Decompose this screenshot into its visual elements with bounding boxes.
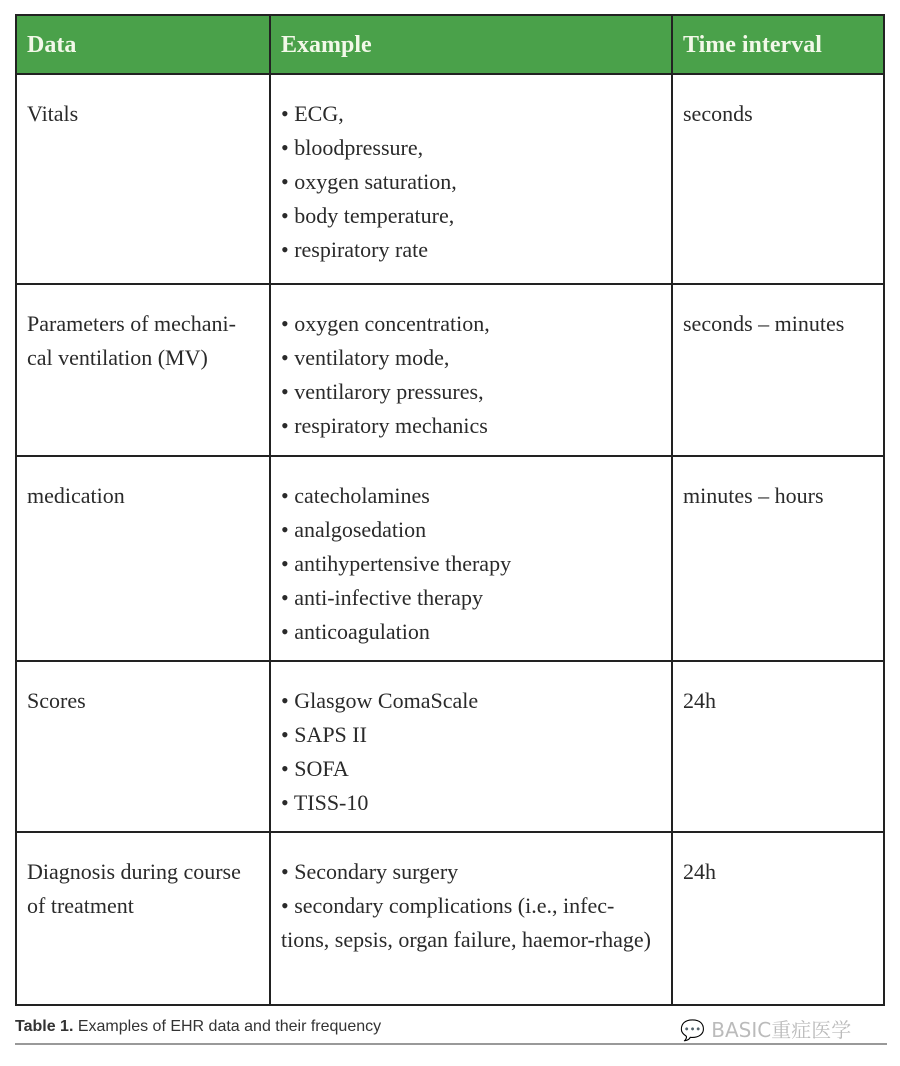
example-item: • catecholamines <box>281 479 661 513</box>
cell-data: Vitals <box>16 74 270 284</box>
cell-examples <box>270 456 672 661</box>
example-item: • bloodpressure, <box>281 131 661 165</box>
cell-examples <box>270 74 672 284</box>
example-item: • respiratory mechanics <box>281 409 661 443</box>
cell-examples <box>270 284 672 456</box>
example-item: • anticoagulation <box>281 615 661 649</box>
table-row <box>16 456 884 661</box>
example-item: • ECG, <box>281 97 661 131</box>
cell-examples <box>270 832 672 1005</box>
example-item: • analgosedation <box>281 513 661 547</box>
ehr-data-table <box>15 14 885 1006</box>
example-item: • oxygen concentration, <box>281 307 661 341</box>
cell-data: Parameters of mechani-cal ventilation (MV) <box>16 284 270 456</box>
cell-interval: seconds – minutes <box>672 284 884 456</box>
example-item: • body temperature, <box>281 199 661 233</box>
table-row <box>16 832 884 1005</box>
cell-data: Scores <box>16 661 270 832</box>
table-row <box>16 661 884 832</box>
watermark-text: BASIC重症医学 <box>711 1018 852 1042</box>
caption-text: Examples of EHR data and their frequency <box>77 1018 382 1035</box>
example-item: • Glasgow ComaScale <box>281 684 661 718</box>
watermark: 💬 BASIC重症医学 <box>680 1018 852 1042</box>
example-item: • ventilatory mode, <box>281 341 661 375</box>
example-item: • oxygen saturation, <box>281 165 661 199</box>
example-item: • TISS-10 <box>281 786 661 820</box>
cell-interval: seconds <box>672 74 884 284</box>
cell-interval: minutes – hours <box>672 456 884 661</box>
cell-data: Diagnosis during course of treatment <box>16 832 270 1005</box>
cell-examples <box>270 661 672 832</box>
header-example: Example <box>270 15 672 74</box>
caption-label: Table 1. <box>15 1018 74 1035</box>
example-item: • Secondary surgery <box>281 855 661 889</box>
example-item: • antihypertensive therapy <box>281 547 661 581</box>
caption-rule <box>15 1043 887 1045</box>
header-row <box>16 15 884 74</box>
example-item: • secondary complications (i.e., infec-tions, sepsis, organ failure, haemor-rhage) <box>281 889 661 957</box>
example-item: • SAPS II <box>281 718 661 752</box>
example-item: • SOFA <box>281 752 661 786</box>
example-item: • ventilarory pressures, <box>281 375 661 409</box>
cell-interval: 24h <box>672 661 884 832</box>
header-interval: Time interval <box>672 15 884 74</box>
header-data: Data <box>16 15 270 74</box>
cell-interval: 24h <box>672 832 884 1005</box>
cell-data: medication <box>16 456 270 661</box>
table-row <box>16 74 884 284</box>
example-item: • anti-infective therapy <box>281 581 661 615</box>
example-item: • respiratory rate <box>281 233 661 267</box>
table-row <box>16 284 884 456</box>
table-caption <box>15 1018 381 1036</box>
